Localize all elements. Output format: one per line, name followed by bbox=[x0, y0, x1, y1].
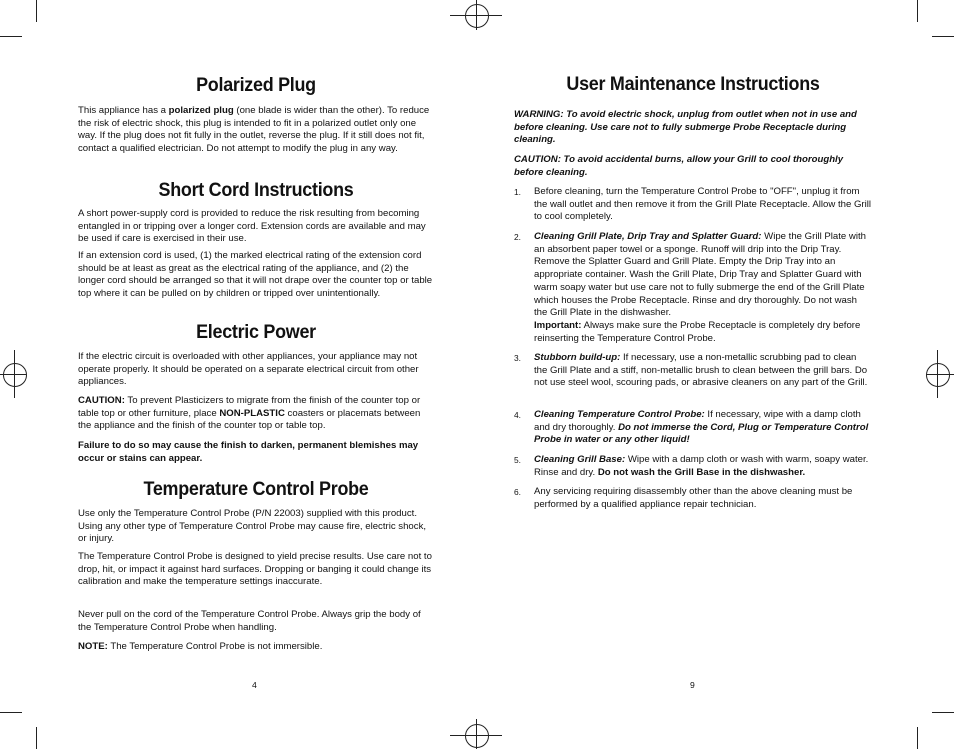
crop-mark bbox=[36, 0, 37, 22]
registration-mark bbox=[926, 363, 950, 387]
electric-power-heading: Electric Power bbox=[196, 321, 316, 343]
crop-mark bbox=[0, 712, 22, 713]
electric-power-caution: CAUTION: To prevent Plasticizers to migrate from the finish of the counter top or table top or other furniture, place NON-PLASTIC coasters or placemats between the appliance and the finish of the counter top or table top. bbox=[78, 395, 421, 432]
electric-power-text: If the electric circuit is overloaded with other appliances, your appliance may not operate properly. It should be operated on a separate electrical circuit from other appliances. bbox=[78, 351, 419, 388]
registration-mark bbox=[450, 15, 502, 16]
list-item: 3. Stubborn build-up: If necessary, use a non-metallic scrubbing pad to clean the Grill Plate and a stiff, non-metallic brush to clean between the grill bars. Do not use steel wool, scouring pads, or abrasive cleaners on any part of the Grill. bbox=[514, 352, 868, 389]
right-page bbox=[514, 0, 872, 749]
registration-mark bbox=[450, 735, 502, 736]
list-item: 6. Any servicing requiring disassembly other than the above cleaning must be performed by a qualified appliance repair technician. bbox=[514, 486, 853, 510]
maintenance-warning: WARNING: To avoid electric shock, unplug from outlet when not in use and before cleaning. Use care not to fully submerge Probe Receptacle during cleaning. bbox=[514, 109, 857, 146]
list-item: 1. Before cleaning, turn the Temperature Control Probe to "OFF", unplug it from the wall outlet and then remove it from the Grill Plate Receptacle. Allow the Grill to cool completely. bbox=[514, 186, 872, 223]
electric-power-warning: Failure to do so may cause the finish to darken, permanent blemishes may occur or stains can appear. bbox=[78, 440, 419, 464]
registration-mark bbox=[465, 724, 489, 748]
crop-mark bbox=[36, 727, 37, 749]
page-number: 4 bbox=[252, 680, 257, 690]
page-number: 9 bbox=[690, 680, 695, 690]
short-cord-text-2: If an extension cord is used, (1) the marked electrical rating of the extension cord should be at least as great as the electrical rating of the appliance, and (2) the longer cord should be arranged so that it will not drape over the counter top or table top where it can be pulled on by children or tripped over unintentionally. bbox=[78, 250, 433, 300]
maintenance-caution: CAUTION: To avoid accidental burns, allow your Grill to cool thoroughly before cleaning. bbox=[514, 154, 844, 178]
probe-text-3: Never pull on the cord of the Temperature Control Probe. Always grip the body of the Temperature Control Probe when handling. bbox=[78, 609, 421, 633]
registration-mark bbox=[3, 363, 27, 387]
crop-mark bbox=[917, 0, 918, 22]
crop-mark bbox=[932, 712, 954, 713]
crop-mark bbox=[0, 36, 22, 37]
polarized-plug-heading: Polarized Plug bbox=[196, 74, 316, 96]
probe-text-1: Use only the Temperature Control Probe (P/N 22003) supplied with this product. Using any other type of Temperature Control Probe may cause fire, electric shock, or injury. bbox=[78, 508, 427, 545]
registration-mark bbox=[0, 374, 26, 375]
crop-mark bbox=[932, 36, 954, 37]
registration-mark bbox=[926, 374, 954, 375]
short-cord-text-1: A short power-supply cord is provided to reduce the risk resulting from becoming entangled in or tripping over a longer cord. Extension cords are available and may be used if care is exercised in their use. bbox=[78, 208, 426, 245]
list-item: 2. Cleaning Grill Plate, Drip Tray and Splatter Guard: Wipe the Grill Plate with an absorbent paper towel or a sponge. Runoff will drip into the Drip Tray. Remove the Splatter Guard and Grill Plate. Empty the Drip Tray into an appropriate container. Wash the Grill Plate, Drip Tray and Splatter Guard with warm soapy water but use care not to fully submerge the end of the Grill Plate which houses the Probe Receptacle. Rinse and dry thoroughly. Do not wash the Grill Plate in the dishwasher. Important: Always make sure the Probe Receptacle is completely dry before reinserting the Temperature Control Probe. bbox=[514, 231, 866, 344]
list-item: 4. Cleaning Temperature Control Probe: If necessary, wipe with a damp cloth and dry thoroughly. Do not immerse the Cord, Plug or Temperature Control Probe in water or any other liquid! bbox=[514, 409, 869, 446]
probe-note: NOTE: The Temperature Control Probe is not immersible. bbox=[78, 641, 323, 652]
crop-mark bbox=[917, 727, 918, 749]
registration-mark bbox=[465, 4, 489, 28]
probe-heading: Temperature Control Probe bbox=[143, 478, 369, 500]
maintenance-heading: User Maintenance Instructions bbox=[566, 73, 820, 95]
probe-text-2: The Temperature Control Probe is designed to yield precise results. Use care not to drop, hit, or impact it against hard surfaces. Dropping or banging it could change its calibration and make the temperature settings inaccurate. bbox=[78, 551, 432, 588]
polarized-plug-text: This appliance has a polarized plug (one blade is wider than the other). To reduce the risk of electric shock, this plug is intended to fit in a polarized outlet only one way. If the plug does not fit fully in the outlet, reverse the plug. If it still does not fit, contact a qualified electrician. Do not attempt to modify the plug in any way. bbox=[78, 105, 430, 155]
short-cord-heading: Short Cord Instructions bbox=[158, 179, 354, 201]
list-item: 5. Cleaning Grill Base: Wipe with a damp cloth or wash with warm, soapy water. Rinse and dry. Do not wash the Grill Base in the dishwasher. bbox=[514, 454, 869, 478]
left-page bbox=[78, 0, 434, 749]
registration-mark bbox=[476, 719, 477, 749]
